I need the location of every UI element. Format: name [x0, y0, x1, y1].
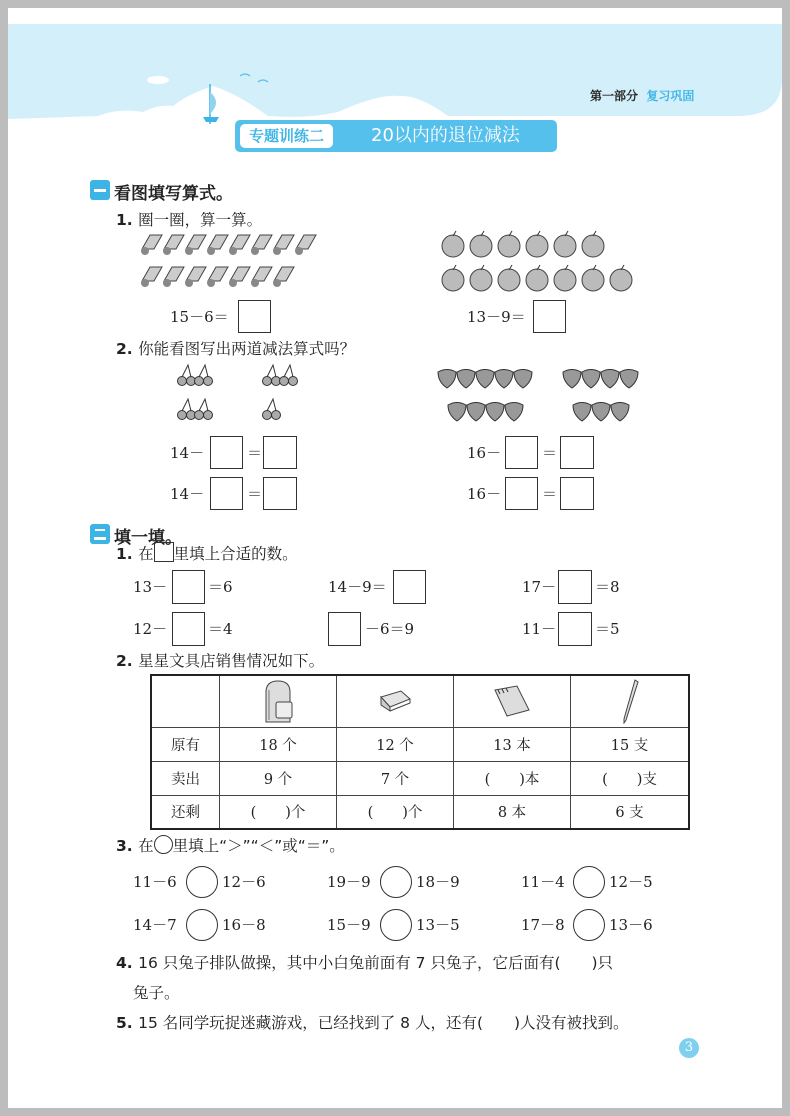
worksheet-page — [8, 8, 782, 1108]
shuttlecock-icon — [141, 267, 162, 287]
part-label: 第一部分 — [590, 89, 639, 103]
cell: 8 本 — [454, 795, 571, 829]
answer-box[interactable] — [210, 436, 243, 469]
strawberry-icon — [438, 370, 456, 389]
compare-right: 18－9 — [416, 873, 460, 891]
answer-box[interactable] — [172, 570, 205, 604]
table-row — [151, 761, 689, 795]
apple-icon — [526, 265, 548, 291]
answer-box[interactable] — [393, 570, 426, 604]
equation-15-6: 15－6＝ — [170, 308, 229, 326]
apple-icon — [554, 231, 576, 257]
strawberry-icon — [620, 370, 638, 389]
cherry-icon — [195, 365, 213, 386]
apple-icon — [526, 231, 548, 257]
strawberry-icon — [563, 370, 581, 389]
apple-icon — [498, 265, 520, 291]
equals-sign: ＝ — [247, 444, 263, 462]
strawberry-icon — [514, 370, 532, 389]
shuttlecock-apple-pictures — [128, 228, 648, 300]
apple-icon — [442, 231, 464, 257]
backpack-icon — [260, 678, 296, 724]
equals-sign: ＝ — [542, 444, 558, 462]
shuttlecock-icon — [295, 235, 316, 255]
compare-right: 12－6 — [222, 873, 266, 891]
eq-prefix: 16－ — [467, 485, 502, 503]
blank-cell[interactable]: ( )支 — [571, 761, 690, 795]
eq-prefix: 16－ — [467, 444, 502, 462]
compare-circle[interactable] — [380, 909, 412, 941]
shuttlecock-icon — [229, 235, 250, 255]
question-2-1: 1. 在 里填上合适的数。 — [116, 542, 298, 564]
topic-banner — [235, 120, 557, 152]
cherry-icon — [263, 365, 281, 386]
shuttlecock-icon — [207, 235, 228, 255]
eq-text: ＝4 — [208, 620, 233, 638]
shuttlecock-icon — [141, 235, 162, 255]
compare-left: 15－9 — [327, 916, 371, 934]
compare-left: 14－7 — [133, 916, 177, 934]
cell: 15 支 — [571, 727, 690, 761]
compare-right: 12－5 — [609, 873, 653, 891]
pencil-sharpener-icon — [378, 687, 412, 715]
cell: 9 个 — [220, 761, 337, 795]
equals-sign: ＝ — [247, 485, 263, 503]
strawberry-icon — [476, 370, 494, 389]
question-1-1: 1. 圈一圈，算一算。 — [116, 211, 263, 229]
sales-table — [150, 674, 690, 830]
row-label: 还剩 — [151, 795, 220, 829]
answer-box[interactable] — [505, 436, 538, 469]
topic-title: 20以内的退位减法 — [371, 125, 520, 146]
eq-prefix: 14－ — [170, 485, 205, 503]
answer-box[interactable] — [558, 612, 592, 646]
shuttlecock-icon — [273, 235, 294, 255]
shuttlecock-icon — [229, 267, 250, 287]
compare-left: 19－9 — [327, 873, 371, 891]
section-badge-1 — [90, 180, 110, 200]
cell: 6 支 — [571, 795, 690, 829]
apple-icon — [498, 231, 520, 257]
cell: 12 个 — [337, 727, 454, 761]
shuttlecock-icon — [251, 267, 272, 287]
question-2-4: 4. 16 只兔子排队做操，其中小白兔前面有 7 只兔子，它后面有( )只 — [116, 954, 614, 972]
apple-icon — [554, 265, 576, 291]
page-number: 3 — [679, 1038, 699, 1058]
shuttlecock-icon — [163, 267, 184, 287]
strawberry-icon — [457, 370, 475, 389]
compare-circle[interactable] — [573, 909, 605, 941]
equation-13-9: 13－9＝ — [467, 308, 526, 326]
cell: 13 本 — [454, 727, 571, 761]
cherry-icon — [263, 399, 281, 420]
table-row — [151, 795, 689, 829]
row-label: 卖出 — [151, 761, 220, 795]
question-2-3: 3. 在 里填上“＞”“＜”或“＝”。 — [116, 837, 345, 855]
cherry-icon — [280, 365, 298, 386]
shuttlecock-icon — [251, 235, 272, 255]
answer-box[interactable] — [238, 300, 271, 333]
eq-text: 11－ — [522, 620, 557, 638]
answer-box[interactable] — [533, 300, 566, 333]
cell: 18 个 — [220, 727, 337, 761]
eq-text: ＝5 — [595, 620, 620, 638]
topic-tag: 专题训练二 — [240, 124, 333, 148]
shuttlecock-icon — [273, 267, 294, 287]
part-name: 复习巩固 — [646, 89, 695, 103]
apple-icon — [470, 265, 492, 291]
equals-sign: ＝ — [542, 485, 558, 503]
eq-prefix: 14－ — [170, 444, 205, 462]
apple-icon — [582, 265, 604, 291]
section-badge-2 — [90, 524, 110, 544]
apple-icon — [582, 231, 604, 257]
answer-box[interactable] — [505, 477, 538, 510]
answer-box[interactable] — [210, 477, 243, 510]
compare-left: 11－4 — [521, 873, 565, 891]
compare-circle[interactable] — [186, 909, 218, 941]
cherry-icon — [195, 399, 213, 420]
compare-left: 17－8 — [521, 916, 565, 934]
cell: 7 个 — [337, 761, 454, 795]
compare-right: 16－8 — [222, 916, 266, 934]
strawberry-icon — [448, 403, 466, 422]
strawberry-icon — [505, 403, 523, 422]
table-row — [151, 727, 689, 761]
question-1-2: 2. 你能看图写出两道减法算式吗？ — [116, 340, 356, 358]
blank-cell[interactable]: ( )本 — [454, 761, 571, 795]
cherry-icon — [178, 365, 196, 386]
answer-box[interactable] — [560, 477, 594, 510]
eq-text: 12－ — [133, 620, 168, 638]
strawberry-icon — [573, 403, 591, 422]
eq-text: 13－ — [133, 578, 168, 596]
shuttlecock-icon — [185, 267, 206, 287]
strawberry-icon — [611, 403, 629, 422]
pencil-icon — [620, 678, 640, 724]
answer-box[interactable] — [328, 612, 361, 646]
compare-right: 13－5 — [416, 916, 460, 934]
compare-circle[interactable] — [380, 866, 412, 898]
cherry-icon — [178, 399, 196, 420]
question-2-4-line2: 兔子。 — [133, 984, 180, 1002]
answer-box[interactable] — [263, 436, 297, 469]
eq-text: ＝6 — [208, 578, 233, 596]
compare-circle[interactable] — [573, 866, 605, 898]
compare-right: 13－6 — [609, 916, 653, 934]
notebook-icon — [493, 684, 531, 718]
shuttlecock-icon — [163, 235, 184, 255]
apple-icon — [470, 231, 492, 257]
section-2-title: 填一填。 — [114, 528, 182, 548]
strawberry-icon — [486, 403, 504, 422]
blank-cell[interactable]: ( )个 — [337, 795, 454, 829]
question-2-5: 5. 15 名同学玩捉迷藏游戏，已经找到了 8 人，还有( )人没有被找到。 — [116, 1014, 629, 1032]
compare-left: 11－6 — [133, 873, 177, 891]
eq-text: ＝8 — [595, 578, 620, 596]
answer-box[interactable] — [560, 436, 594, 469]
strawberry-icon — [467, 403, 485, 422]
compare-circle[interactable] — [186, 866, 218, 898]
question-2-2: 2. 星星文具店销售情况如下。 — [116, 652, 325, 670]
table-header-row — [151, 675, 689, 727]
shuttlecock-icon — [185, 235, 206, 255]
apple-icon — [610, 265, 632, 291]
eq-text: 17－ — [522, 578, 557, 596]
strawberry-icon — [601, 370, 619, 389]
row-label: 原有 — [151, 727, 220, 761]
apple-icon — [442, 265, 464, 291]
answer-box[interactable] — [558, 570, 592, 604]
answer-box[interactable] — [172, 612, 205, 646]
answer-box[interactable] — [263, 477, 297, 510]
strawberry-icon — [582, 370, 600, 389]
eq-text: －6＝9 — [365, 620, 415, 638]
shuttlecock-icon — [207, 267, 228, 287]
section-1-title: 看图填写算式。 — [114, 184, 233, 204]
blank-cell[interactable]: ( )个 — [220, 795, 337, 829]
strawberry-icon — [592, 403, 610, 422]
cherry-strawberry-pictures — [158, 363, 658, 428]
header-banner-illustration — [8, 24, 782, 124]
strawberry-icon — [495, 370, 513, 389]
eq-text: 14－9＝ — [328, 578, 387, 596]
